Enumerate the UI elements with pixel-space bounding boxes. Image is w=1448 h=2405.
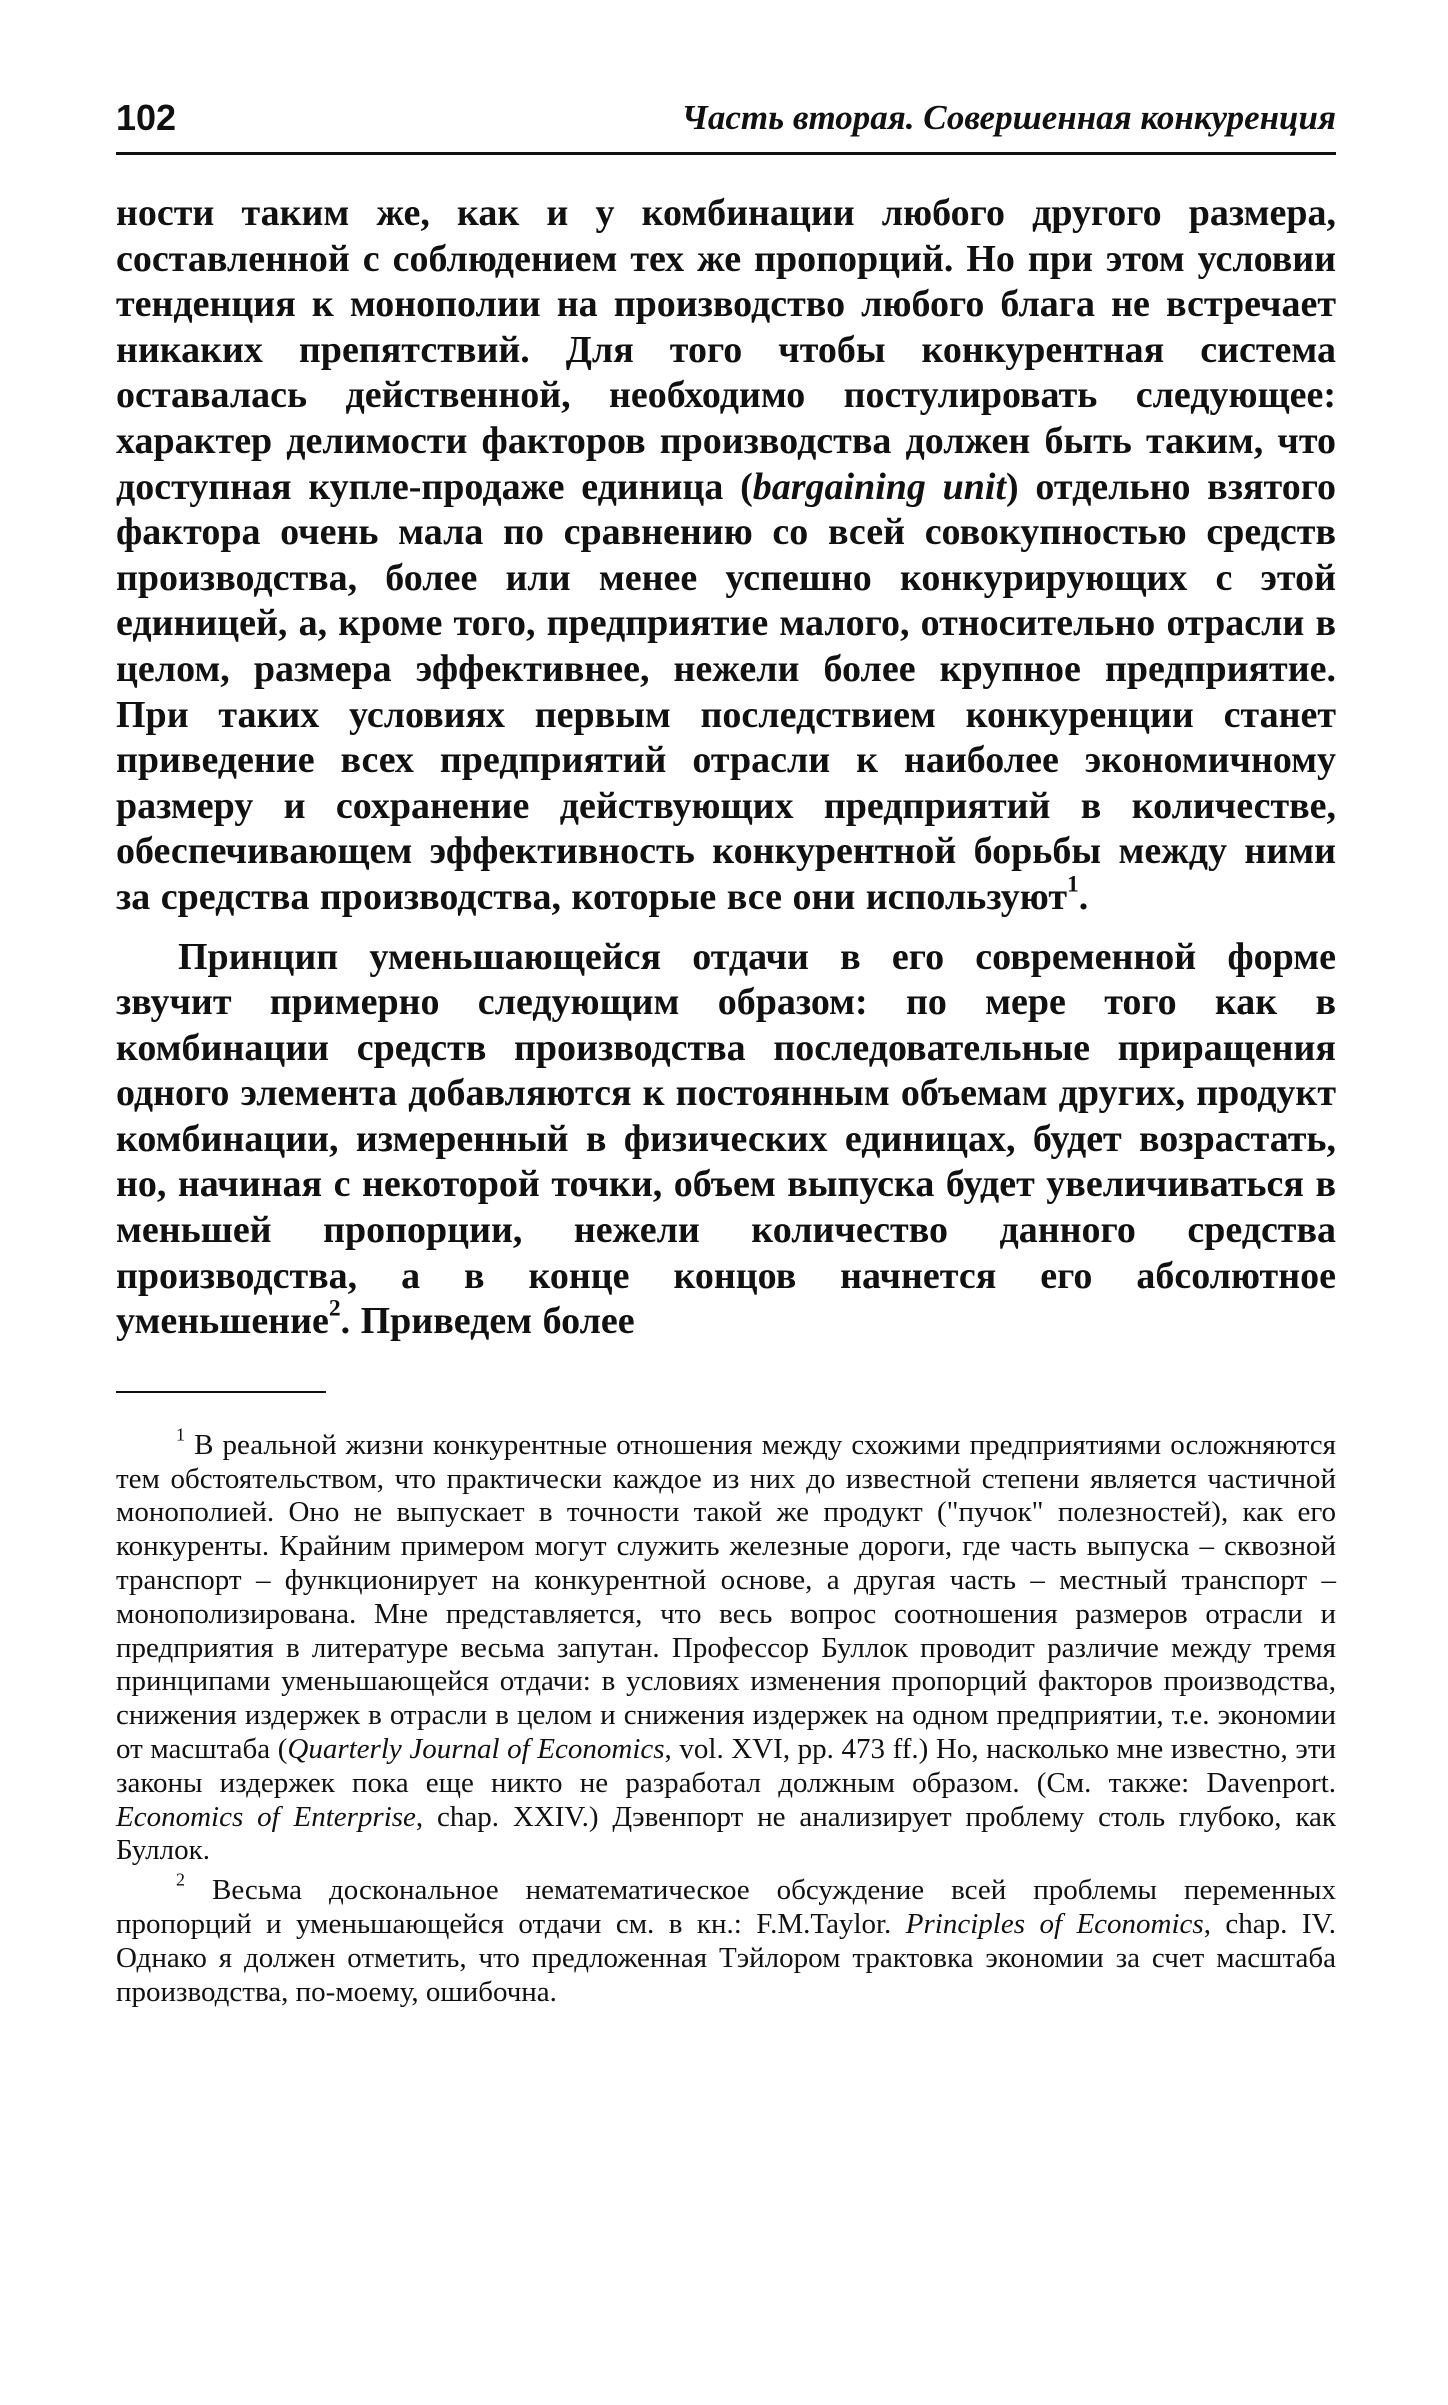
paragraph-text: . [1078, 875, 1089, 918]
footnote-marker: 1 [176, 1424, 185, 1445]
footnote [116, 1424, 1337, 1868]
paragraph [116, 191, 1336, 921]
page-number: 102 [116, 97, 177, 138]
paragraph-text: . Приведем более [340, 1300, 635, 1343]
footnote [116, 1869, 1336, 2009]
footnote-reference: 1 [1067, 871, 1079, 898]
italic-term: bargaining unit [752, 465, 1007, 508]
running-head [116, 96, 1336, 155]
paragraph-text: ности таким же, как и у комбинации любого другого размера, составленной с соблюдением тех же пропорций. Но при этом условии тенденция к монополии на производство любого блага не встречает никаких препятствий. Для того чтобы конкурентная система оставалась действенной, необходимо постулировать следующее: характер делимости факторов производства должен быть таким, что доступная купле-продаже единица ( [116, 192, 1336, 508]
footnote-text: , vol. XVI, pp. 473 ff.) Но, насколько мне известно, эти законы издержек пока еще никто не разработал должным образом. (См. также: Davenport. [116, 1733, 1337, 1799]
running-title: Часть вторая. Совершенная конкуренция [681, 98, 1336, 137]
paragraph [116, 935, 1336, 1345]
book-title: Principles of Economics [905, 1908, 1204, 1940]
footnote-marker: 2 [176, 1869, 185, 1890]
footnote-text: В реальной жизни конкурентные отношения между схожими предприятиями осложняются тем обстоятельством, что практически каждое из них до известной степени является частичной монополией. Оно не выпускает в точности такой же продукт ("пучок" полезностей), как его конкуренты. Крайним примером могут служить железные дороги, где часть выпуска – сквозной транспорт – функционирует на конкурентной основе, а другая часть – местный транспорт – монополизирована. Мне представляется, что весь вопрос соотношения размеров отрасли и предприятия в литературе весьма запутан. Профессор Буллок проводит различие между тремя принципами уменьшающейся отдачи: в условиях изменения пропорций факторов производства, снижения издержек в отрасли в целом и снижения издержек на одном предприятии, т.е. экономии от масштаба ( [116, 1428, 1336, 1766]
footnote-text: , chap. XXIV.) Дэвенпорт не анализирует проблему столь глубоко, как Буллок. [116, 1800, 1336, 1867]
paragraph-text: ) отдельно взятого фактора очень мала по сравнению со всей совокупностью средств производства, более или менее успешно конкурирующих с этой единицей, а, кроме того, предприятие малого, относительно отрасли в целом, размера эффективнее, нежели более крупное предприятие. При таких условиях первым последствием конкуренции станет приведение всех предприятий отрасли к наиболее экономичному размеру и сохранение действующих предприятий в количестве, обеспечивающем эффективность конкурентной борьбы между ними за средства производства, которые все они используют [116, 465, 1337, 918]
footnote-divider [116, 1391, 326, 1393]
paragraph-text: Принцип уменьшающейся отдачи в его современной форме звучит примерно следующим образом: по мере того как в комбинации средств производства последовательные приращения одного элемента добавляются к постоянным объемам других, продукт комбинации, измеренный в физических единицах, будет возрастать, но, начиная с некоторой точки, объем выпуска будет увеличиваться в меньшей пропорции, нежели количество данного средства производства, а в конце концов начнется его абсолютное уменьшение [116, 935, 1336, 1343]
footnote-reference: 2 [328, 1295, 341, 1322]
journal-title: Quarterly Journal of Economics [287, 1733, 665, 1766]
book-title: Economics of Enterprise [116, 1800, 416, 1833]
footnote-text: Весьма доскональное нематематическое обсуждение всей проблемы переменных пропорций и уменьшающейся отдачи см. в кн.: F.M.Taylor. [116, 1874, 1336, 1940]
book-page [116, 96, 1336, 2009]
footnotes [116, 1424, 1337, 2010]
footnote-text: , chap. IV. Однако я должен отметить, что предложенная Тэйлором трактовка экономии за счет масштаба производства, по-моему, ошибочна. [116, 1908, 1336, 2008]
main-text [116, 191, 1336, 1345]
